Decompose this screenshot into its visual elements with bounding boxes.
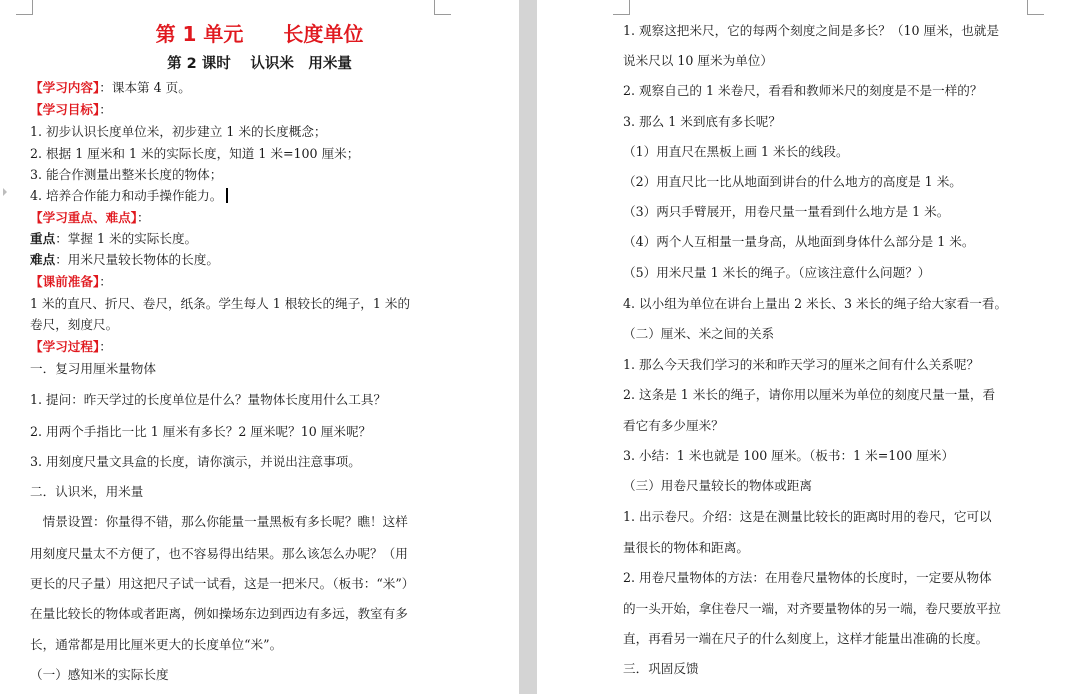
line-text: 3. 那么 1 米到底有多长呢？ — [623, 114, 781, 129]
left-page-line — [30, 667, 169, 683]
line-text: 2. 用两个手指比一比 1 厘米有多长？2 厘米呢？10 厘米呢？ — [30, 424, 372, 439]
line-text: 三．巩固反馈 — [623, 661, 699, 676]
line-text: 3. 能合作测量出整米长度的物体； — [30, 167, 223, 182]
line-text: 更长的尺子量）用这把尺子试一试看，这是一把米尺。（板书：“米”） — [30, 576, 415, 591]
right-page-line — [623, 509, 992, 525]
left-page-line — [30, 424, 371, 440]
left-page-line — [30, 484, 143, 500]
line-text: （4）两个人互相量一量身高，从地面到身体什么部分是 1 米。 — [623, 234, 975, 249]
line-text: （2）用直尺比一比从地面到讲台的什么地方的高度是 1 米。 — [623, 174, 962, 189]
left-page-line — [30, 231, 197, 247]
right-page-line — [623, 144, 849, 160]
right-page-line — [623, 83, 982, 99]
left-page-line — [30, 210, 150, 226]
line-text: 1. 初步认识长度单位米，初步建立 1 米的长度概念； — [30, 124, 327, 139]
left-page-line — [30, 576, 414, 592]
left-page-line — [30, 317, 118, 333]
crop-mark-top-left — [16, 0, 33, 15]
left-page-line — [30, 102, 112, 118]
right-page-line — [623, 326, 774, 342]
line-text: （一）感知米的实际长度 — [30, 667, 169, 682]
line-text: 说米尺以 10 厘米为单位） — [623, 53, 773, 68]
line-text: 1. 那么今天我们学习的米和昨天学习的厘米之间有什么关系呢？ — [623, 357, 980, 372]
section-heading-label: 【课前准备】 — [30, 274, 100, 289]
unit-title: 第 1 单元 长度单位 — [155, 22, 364, 46]
line-text: 情景设置：你量得不错，那么你能量一量黑板有多长呢？瞧！这样 — [30, 514, 408, 529]
right-page-line — [623, 357, 979, 373]
line-text: 卷尺，刻度尺。 — [30, 317, 119, 332]
line-text: ：课本第 4 页。 — [99, 80, 191, 95]
right-page-line — [623, 448, 954, 464]
right-page-line — [623, 387, 995, 403]
left-page-line — [30, 80, 191, 96]
right-page-line — [623, 114, 781, 130]
line-text: 4. 以小组为单位在讲台上量出 2 米长、3 米长的绳子给大家看一看。 — [623, 296, 1008, 311]
line-text: ： — [99, 102, 112, 117]
crop-mark-top-left — [613, 0, 630, 15]
left-page-line — [30, 606, 408, 622]
line-text: 2. 观察自己的 1 米卷尺，看看和教师米尺的刻度是不是一样的？ — [623, 83, 983, 98]
line-text: ： — [99, 339, 112, 354]
line-text: 4. 培养合作能力和动手操作能力。 — [30, 188, 223, 203]
right-page-line — [623, 296, 1007, 312]
right-page-line — [623, 418, 724, 434]
right-page-line — [623, 23, 999, 39]
line-text: 的一头开始，拿住卷尺一端，对齐要量物体的另一端，卷尺要放平拉 — [623, 601, 1001, 616]
crop-mark-top-right — [434, 0, 451, 15]
right-page-line — [623, 570, 992, 586]
line-text: ：用米尺量较长物体的长度。 — [55, 252, 219, 267]
right-page-line — [623, 53, 773, 69]
section-heading-label: 【学习目标】 — [30, 102, 100, 117]
line-text: 用刻度尺量太不方便了，也不容易得出结果。那么该怎么办呢？（用 — [30, 546, 408, 561]
right-page-line — [623, 631, 988, 647]
right-page-line — [623, 540, 749, 556]
line-text: 1. 提问：昨天学过的长度单位是什么？量物体长度用什么工具？ — [30, 392, 387, 407]
line-text: 2. 用卷尺量物体的方法：在用卷尺量物体的长度时，一定要从物体 — [623, 570, 992, 585]
line-text: 1. 观察这把米尺，它的每两个刻度之间是多长？（10 厘米，也就是 — [623, 23, 1000, 38]
line-text: 3. 小结：1 米也就是 100 厘米。（板书：1 米=100 厘米） — [623, 448, 955, 463]
emphasis-label: 重点 — [30, 231, 56, 246]
left-page-line — [30, 296, 410, 312]
line-text: （三）用卷尺量较长的物体或距离 — [623, 478, 812, 493]
section-heading-label: 【学习重点、难点】 — [30, 210, 138, 225]
left-page-line — [30, 188, 228, 204]
crop-mark-top-right — [1027, 0, 1044, 15]
right-page-line — [623, 601, 1001, 617]
line-text: 3. 用刻度尺量文具盒的长度，请你演示，并说出注意事项。 — [30, 454, 361, 469]
gutter-marker — [3, 188, 7, 196]
line-text: 量很长的物体和距离。 — [623, 540, 749, 555]
right-page-line — [623, 174, 962, 190]
line-text: 直，再看另一端在尺子的什么刻度上，这样才能量出准确的长度。 — [623, 631, 989, 646]
right-page-line — [623, 661, 699, 677]
line-text: ： — [99, 274, 112, 289]
line-text: （1）用直尺在黑板上画 1 米长的线段。 — [623, 144, 849, 159]
line-text: 在量比较长的物体或者距离，例如操场东边到西边有多远，教室有多 — [30, 606, 408, 621]
lesson-subtitle: 第 2 课时 认识米 用米量 — [167, 56, 352, 72]
line-text: 1. 出示卷尺。介绍：这是在测量比较长的距离时用的卷尺，它可以 — [623, 509, 992, 524]
left-page-line — [30, 454, 361, 470]
line-text: 二．认识米，用米量 — [30, 484, 144, 499]
line-text: ： — [137, 210, 150, 225]
right-page-line — [623, 234, 974, 250]
emphasis-label: 难点 — [30, 252, 56, 267]
line-text: 1 米的直尺、折尺、卷尺，纸条。学生每人 1 根较长的绳子，1 米的 — [30, 296, 411, 311]
section-heading-label: 【学习内容】 — [30, 80, 100, 95]
right-document-page[interactable] — [537, 0, 1080, 694]
left-page-line — [30, 514, 408, 530]
right-page-line — [623, 204, 949, 220]
line-text: 看它有多少厘米？ — [623, 418, 724, 433]
left-page-line — [30, 546, 408, 562]
line-text: 2. 根据 1 厘米和 1 米的实际长度，知道 1 米=100 厘米； — [30, 146, 360, 161]
left-page-line — [30, 361, 156, 377]
line-text: （二）厘米、米之间的关系 — [623, 326, 775, 341]
line-text: 一．复习用厘米量物体 — [30, 361, 156, 376]
left-page-line — [30, 339, 112, 355]
left-page-line — [30, 167, 222, 183]
line-text: （5）用米尺量 1 米长的绳子。（应该注意什么问题？） — [623, 265, 931, 280]
right-page-line — [623, 478, 812, 494]
left-page-line — [30, 392, 386, 408]
text-cursor — [226, 188, 228, 203]
left-page-line — [30, 637, 282, 653]
line-text: ：掌握 1 米的实际长度。 — [55, 231, 198, 246]
left-page-line — [30, 252, 219, 268]
left-page-line — [30, 274, 112, 290]
left-page-line — [30, 146, 359, 162]
right-page-line — [623, 265, 930, 281]
left-document-page[interactable] — [0, 0, 519, 694]
section-heading-label: 【学习过程】 — [30, 339, 100, 354]
line-text: 长，通常都是用比厘米更大的长度单位“米”。 — [30, 637, 283, 652]
line-text: 2. 这条是 1 米长的绳子，请你用以厘米为单位的刻度尺量一量，看 — [623, 387, 996, 402]
line-text: （3）两只手臂展开，用卷尺量一量看到什么地方是 1 米。 — [623, 204, 950, 219]
left-page-line — [30, 124, 327, 140]
